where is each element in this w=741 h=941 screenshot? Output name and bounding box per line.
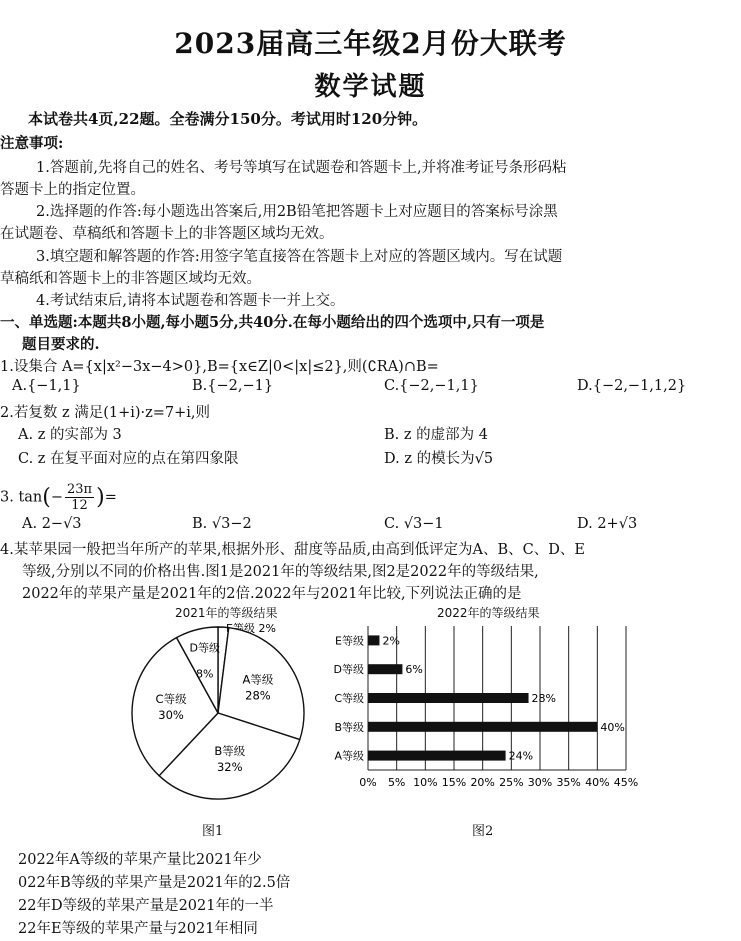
q4-stem-line: 等级,分别以不同的价格出售.图1是2021年的等级结果,图2是2022年的等级结果, <box>22 564 539 580</box>
notice-line: 1.答题前,先将自己的姓名、考号等填写在试题卷和答题卡上,并将准考证号条形码粘 <box>36 160 567 176</box>
q2-option-a: A. z 的实部为 3 <box>18 427 122 443</box>
pie-value-label: 28% <box>245 688 271 703</box>
notice-line: 在试题卷、草稿纸和答题卡上的非答题区域均无效。 <box>0 226 334 242</box>
pie-chart-caption: 图1 <box>202 824 224 839</box>
pie-value-label: 8% <box>196 667 214 681</box>
notice-line: 2.选择题的作答:每小题选出答案后,用2B铅笔把答题卡上对应题目的答案标号涂黑 <box>36 204 558 220</box>
pie-value-label: 32% <box>216 759 243 774</box>
x-tick-label: 15% <box>441 776 467 789</box>
y-category-label: E等级 <box>335 634 364 648</box>
q2-option-d: D. z 的模长为√5 <box>384 451 494 467</box>
q1-option-d: D.{−2,−1,1,2} <box>577 378 687 394</box>
q3-fraction <box>65 482 94 513</box>
q4-option: 2022年A等级的苹果产量比2021年少 <box>18 852 262 868</box>
bar-value-label: 6% <box>405 663 423 677</box>
q3-stem-pre: 3. tan <box>0 489 43 506</box>
q3-frac-num: 23π <box>67 482 93 497</box>
bar-chart-title: 2022年的等级结果 <box>437 606 540 620</box>
notice-heading: 注意事项: <box>0 135 64 152</box>
bar-value-label: 40% <box>600 720 625 734</box>
bar-value-label: 2% <box>382 634 400 648</box>
bar-chart-caption: 图2 <box>472 824 494 839</box>
q1-stem: 1.设集合 A={x|x²−3x−4>0},B={x∈Z|0<|x|≤2},则(∁RA)∩B= <box>0 359 439 375</box>
pie-label: D等级 <box>189 641 220 655</box>
bar-value-label: 28% <box>531 692 556 705</box>
q1-option-b: B.{−2,−1} <box>192 378 274 394</box>
q4-option: 22年E等级的苹果产量与2021年相同 <box>18 921 258 937</box>
y-category-label: B等级 <box>334 720 364 734</box>
exam-info: 本试卷共4页,22题。全卷满分150分。考试用时120分钟。 <box>28 110 428 128</box>
q1-option-c: C.{−2,−1,1} <box>384 378 479 394</box>
pie-label: B等级 <box>214 743 246 758</box>
x-tick-label: 5% <box>387 776 406 789</box>
q4-option: 22年D等级的苹果产量是2021年的一半 <box>18 898 274 914</box>
y-category-label: C等级 <box>334 692 364 705</box>
x-tick-label: 35% <box>556 776 581 789</box>
pie-label: E等级 2% <box>226 622 276 635</box>
notice-line: 3.填空题和解答题的作答:用签字笔直接答在答题卡上对应的答题区域内。写在试题 <box>36 249 563 265</box>
notice-line: 草稿纸和答题卡上的非答题区域均无效。 <box>0 271 261 287</box>
bar <box>368 751 506 761</box>
y-category-label: D等级 <box>333 663 364 677</box>
bar <box>368 722 597 732</box>
exam-subtitle: 数学试题 <box>314 72 427 102</box>
q3-frac-den: 12 <box>71 498 88 513</box>
pie-label: A等级 <box>242 672 274 687</box>
x-tick-label: 25% <box>499 776 524 789</box>
bar <box>368 693 529 703</box>
q1-option-a: A.{−1,1} <box>12 378 81 394</box>
x-tick-label: 40% <box>585 776 610 789</box>
x-tick-label: 0% <box>359 776 377 789</box>
q2-option-b: B. z 的虚部为 4 <box>384 427 488 443</box>
notice-line: 答题卡上的指定位置。 <box>0 182 145 198</box>
q3-minus: − <box>50 489 64 506</box>
q4-option: 022年B等级的苹果产量是2021年的2.5倍 <box>18 875 291 891</box>
pie-label: C等级 <box>155 692 187 707</box>
pie-chart-title: 2021年的等级结果 <box>175 606 278 620</box>
q4-stem-line: 4.某苹果园一般把当年所产的苹果,根据外形、甜度等品质,由高到低评定为A、B、C、D、E <box>0 542 585 558</box>
q4-stem-line: 2022年的苹果产量是2021年的2倍.2022年与2021年比较,下列说法正确的是 <box>22 586 522 602</box>
q3-option-d: D. 2+√3 <box>577 516 638 532</box>
q3-stem-post: = <box>104 489 117 506</box>
q3-stem <box>0 482 117 513</box>
y-category-label: A等级 <box>334 749 364 763</box>
x-tick-label: 30% <box>527 776 553 789</box>
q3-option-b: B. √3−2 <box>192 516 252 532</box>
pie-value-label: 30% <box>158 708 184 723</box>
x-tick-label: 20% <box>470 776 495 789</box>
q2-stem: 2.若复数 z 满足(1+i)·z=7+i,则 <box>0 405 211 421</box>
x-tick-label: 45% <box>613 776 639 789</box>
q3-paren: ) <box>96 485 105 510</box>
bar <box>368 664 402 674</box>
pie-chart <box>120 620 320 800</box>
q3-paren: ( <box>42 485 51 510</box>
q2-option-c: C. z 在复平面对应的点在第四象限 <box>18 451 239 467</box>
section-heading-cont: 题目要求的. <box>22 336 100 353</box>
notice-line: 4.考试结束后,请将本试题卷和答题卡一并上交。 <box>36 293 345 309</box>
q3-option-c: C. √3−1 <box>384 516 444 532</box>
section-heading: 一、单选题:本题共8小题,每小题5分,共40分.在每小题给出的四个选项中,只有一项是 <box>0 314 545 331</box>
bar-value-label: 24% <box>508 749 534 763</box>
exam-title: 2023届高三年级2月份大联考 <box>174 27 567 60</box>
x-tick-label: 10% <box>413 776 438 789</box>
bar <box>368 635 379 645</box>
q3-option-a: A. 2−√3 <box>22 516 82 532</box>
bar-chart <box>320 620 650 795</box>
